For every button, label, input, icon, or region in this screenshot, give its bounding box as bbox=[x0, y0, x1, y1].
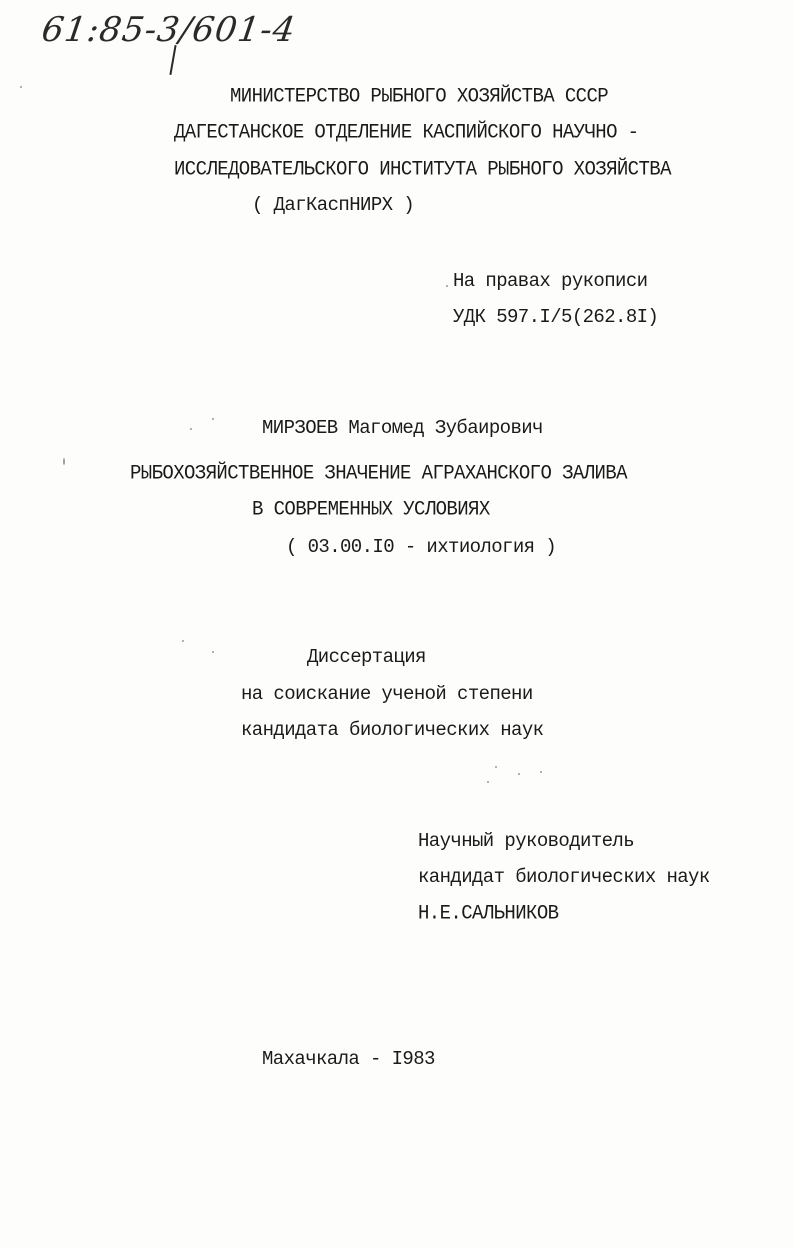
degree-line-2: на соискание ученой степени bbox=[241, 683, 533, 705]
place-and-year: Махачкала - I983 bbox=[262, 1048, 435, 1070]
scan-speck bbox=[446, 285, 448, 287]
supervisor-line-1: Научный руководитель bbox=[418, 830, 635, 852]
organization-abbreviation: ( ДагКаспНИРХ ) bbox=[252, 194, 415, 216]
title-line-1: РЫБОХОЗЯЙСТВЕННОЕ ЗНАЧЕНИЕ АГРАХАНСКОГО ЗАЛИВА bbox=[130, 461, 627, 485]
scan-speck bbox=[212, 418, 214, 420]
degree-line-1: Диссертация bbox=[307, 646, 426, 668]
supervisor-name: Н.Е.САЛЬНИКОВ bbox=[418, 901, 559, 925]
scan-speck bbox=[182, 640, 184, 642]
title-line-2: В СОВРЕМЕННЫХ УСЛОВИЯХ bbox=[252, 497, 490, 521]
scan-speck bbox=[190, 428, 192, 430]
degree-line-3: кандидата биологических наук bbox=[241, 719, 544, 741]
scan-speck bbox=[63, 458, 65, 465]
manuscript-rights-note: На правах рукописи bbox=[453, 270, 648, 292]
scan-speck bbox=[20, 86, 22, 88]
organization-line-2: ДАГЕСТАНСКОЕ ОТДЕЛЕНИЕ КАСПИЙСКОГО НАУЧНО - bbox=[174, 120, 639, 144]
scan-speck bbox=[540, 771, 542, 773]
organization-line-1: МИНИСТЕРСТВО РЫБНОГО ХОЗЯЙСТВА СССР bbox=[230, 84, 609, 108]
scan-speck bbox=[487, 781, 489, 783]
scan-speck bbox=[212, 651, 214, 653]
supervisor-line-2: кандидат биологических наук bbox=[418, 866, 710, 888]
specialty-code: ( 03.00.I0 - ихтиология ) bbox=[286, 536, 557, 558]
archive-mark: 61:85-3/601-4 bbox=[39, 10, 299, 50]
author-name: МИРЗОЕВ Магомед Зубаирович bbox=[262, 417, 543, 439]
scan-speck bbox=[495, 766, 497, 768]
organization-line-3: ИССЛЕДОВАТЕЛЬСКОГО ИНСТИТУТА РЫБНОГО ХОЗЯЙСТВА bbox=[174, 157, 671, 181]
udk-code: УДК 597.I/5(262.8I) bbox=[453, 306, 659, 328]
scan-speck bbox=[518, 773, 520, 775]
